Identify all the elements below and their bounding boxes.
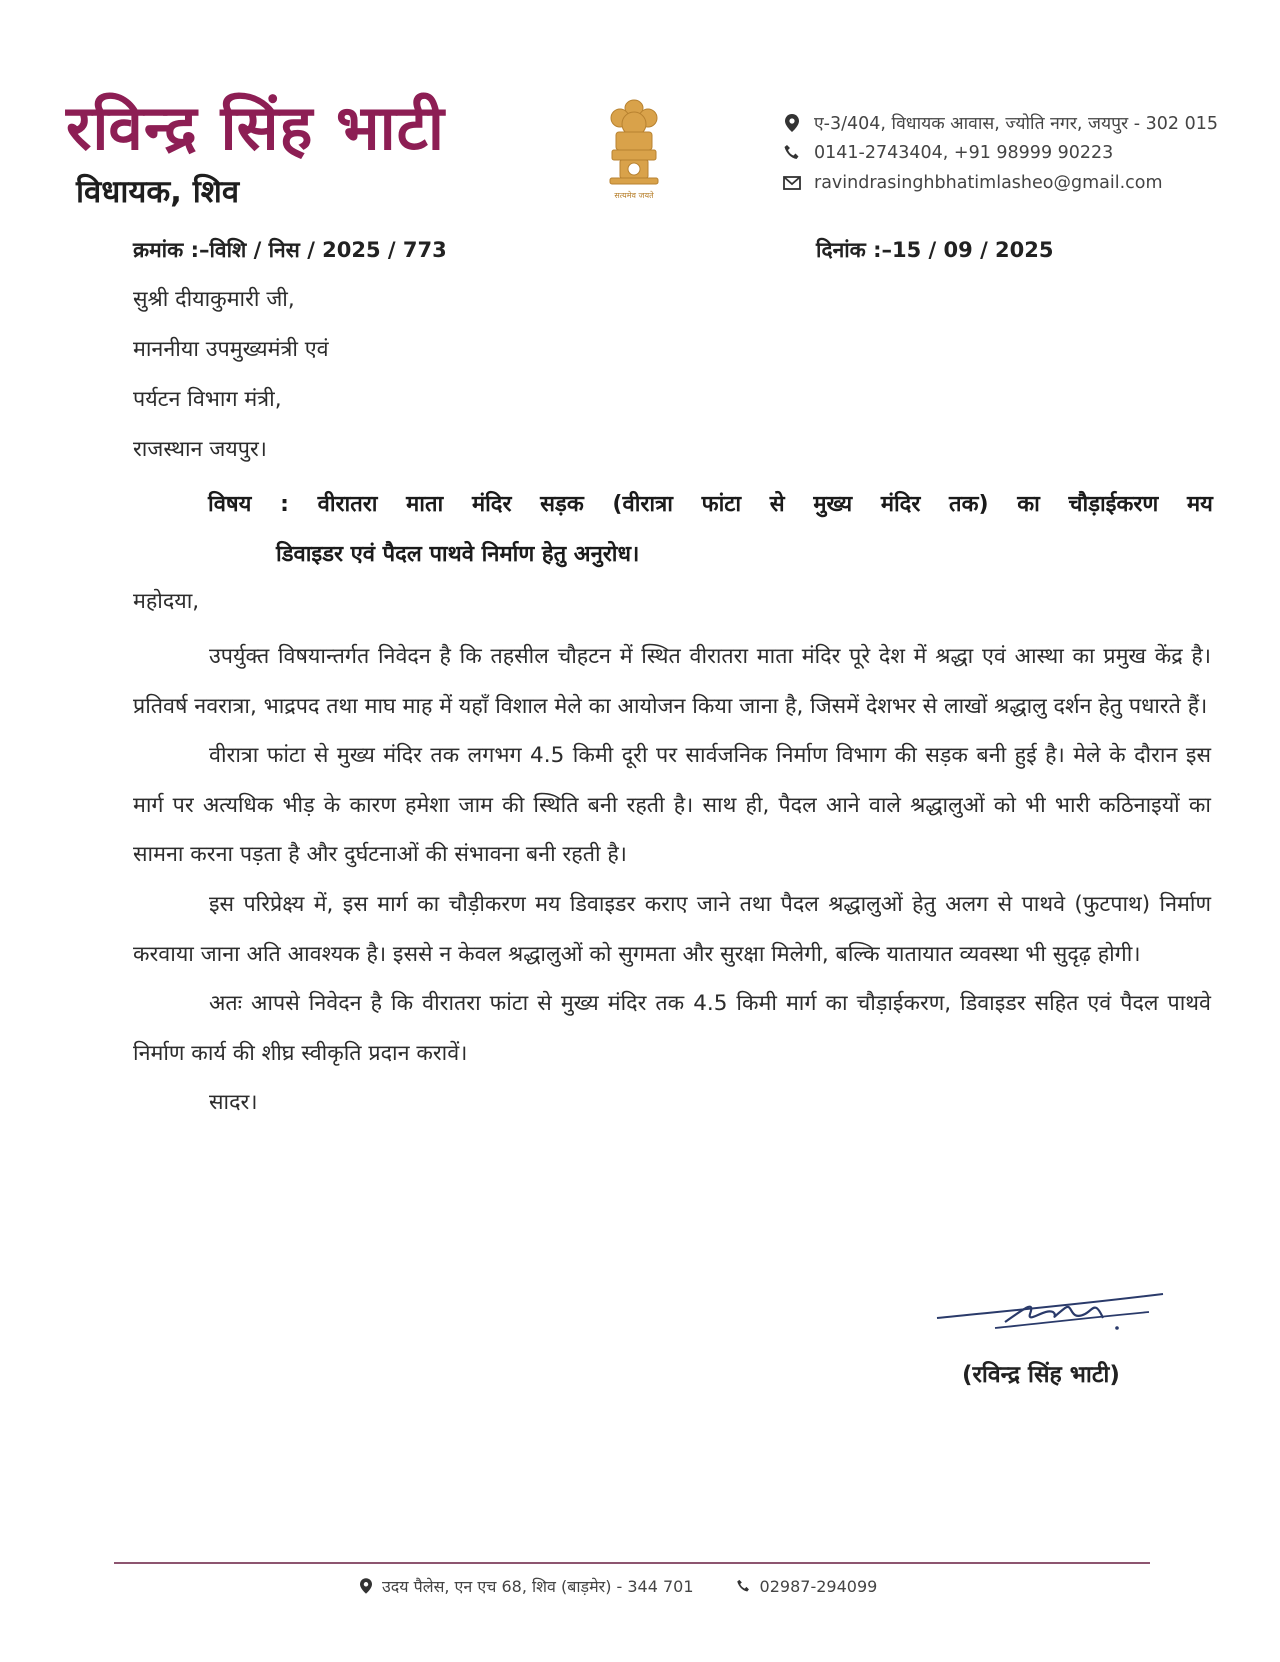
contact-address: [780, 108, 1218, 138]
subject-word: मुख्य: [813, 492, 853, 517]
closing: सादर।: [209, 1090, 258, 1116]
subject-block: [208, 480, 1213, 580]
contact-phone: [780, 138, 1218, 168]
mla-designation: विधायक, शिव: [76, 174, 240, 210]
footer-contact: [356, 1575, 877, 1597]
addressee-line: राजस्थान जयपुर।: [133, 437, 267, 462]
salutation: महोदया,: [133, 589, 200, 614]
body-paragraph: वीरात्रा फांटा से मुख्य मंदिर तक लगभग 4.5 किमी दूरी पर सार्वजनिक निर्माण विभाग की सड़क बनी हुई है। मेले के दौरान इस मार्ग पर अत्यधिक भीड़ के कारण हमेशा जाम की स्थिति बनी रहती है। साथ ही, पैदल आने वाले श्रद्धालुओं को भी भारी कठिनाइयों का सामना करना पड़ता है और दुर्घटनाओं की संभावना बनी रहती है।: [133, 743, 1211, 868]
subject-word: मय: [1186, 492, 1213, 517]
subject-word: का: [1017, 492, 1040, 517]
subject-word: से: [769, 492, 785, 517]
subject-word: चौड़ाईकरण: [1068, 492, 1159, 517]
letter-date: दिनांक :–15 / 09 / 2025: [816, 238, 1054, 262]
contact-phone-text: 0141-2743404, +91 98999 90223: [814, 143, 1114, 163]
location-pin-icon: [780, 113, 804, 133]
addressee-line: सुश्री दीयाकुमारी जी,: [133, 287, 295, 312]
subject-line-2: डिवाइडर एवं पैदल पाथवे निर्माण हेतु अनुरोध।: [276, 542, 640, 567]
subject-word: मंदिर: [471, 492, 512, 517]
contact-address-text: ए-3/404, विधायक आवास, ज्योति नगर, जयपुर - 302 015: [814, 114, 1219, 134]
location-pin-icon: [356, 1576, 376, 1596]
emblem-caption: सत्यमेव जयते: [614, 191, 654, 200]
addressee-block: [133, 284, 329, 484]
letter-body: [133, 632, 1211, 1128]
mail-icon: [780, 173, 804, 193]
phone-icon: [780, 143, 804, 163]
addressee-line: पर्यटन विभाग मंत्री,: [133, 387, 282, 412]
subject-word: सड़क: [540, 492, 584, 517]
handwritten-signature-icon: [935, 1278, 1165, 1348]
subject-word: तक): [949, 492, 989, 517]
contact-email-text: ravindrasinghbhatimlasheo@gmail.com: [814, 173, 1163, 193]
body-paragraph: उपर्युक्त विषयान्तर्गत निवेदन है कि तहसील चौहटन में स्थित वीरातरा माता मंदिर पूरे देश में श्रद्धा एवं आस्था का प्रमुख केंद्र है। प्रतिवर्ष नवरात्रा, भाद्रपद तथा माघ माह में यहाँ विशाल मेले का आयोजन किया जाना है, जिसमें देशभर से लाखों श्रद्धालु दर्शन हेतु पधारते हैं।: [133, 644, 1211, 719]
subject-word: (वीरात्रा: [612, 492, 673, 517]
footer-divider: [114, 1562, 1150, 1564]
contact-block: [780, 108, 1218, 198]
footer-phone: 02987-294099: [759, 1576, 878, 1596]
contact-email: [780, 168, 1218, 198]
phone-icon: [734, 1576, 754, 1596]
addressee-line: माननीया उपमुख्यमंत्री एवं: [133, 337, 329, 362]
subject-word: मंदिर: [880, 492, 921, 517]
subject-label: विषय: [208, 492, 252, 517]
footer-address: उदय पैलेस, एन एच 68, शिव (बाड़मेर) - 344 701: [382, 1577, 694, 1596]
body-paragraph: अतः आपसे निवेदन है कि वीरातरा फांटा से मुख्य मंदिर तक 4.5 किमी मार्ग का चौड़ाईकरण, डिवाइडर सहित एवं पैदल पाथवे निर्माण कार्य की शीघ्र स्वीकृति प्रदान करावें।: [133, 991, 1211, 1066]
national-emblem-icon: [600, 96, 668, 212]
subject-word: वीरातरा: [317, 492, 378, 517]
subject-word: फांटा: [701, 492, 742, 517]
mla-name: रविन्द्र सिंह भाटी: [66, 91, 445, 164]
body-paragraph: इस परिप्रेक्ष्य में, इस मार्ग का चौड़ीकरण मय डिवाइडर कराए जाने तथा पैदल श्रद्धालुओं हेतु अलग से पाथवे (फुटपाथ) निर्माण करवाया जाना अति आवश्यक है। इससे न केवल श्रद्धालुओं को सुगमता और सुरक्षा मिलेगी, बल्कि यातायात व्यवस्था भी सुदृढ़ होगी।: [133, 891, 1211, 967]
reference-number: क्रमांक :–विशि / निस / 2025 / 773: [133, 238, 447, 262]
subject-word: माता: [406, 492, 444, 517]
subject-colon: :: [280, 492, 289, 517]
signatory-name: (रविन्द्र सिंह भाटी): [962, 1362, 1120, 1388]
subject-line-1: [208, 480, 1213, 530]
